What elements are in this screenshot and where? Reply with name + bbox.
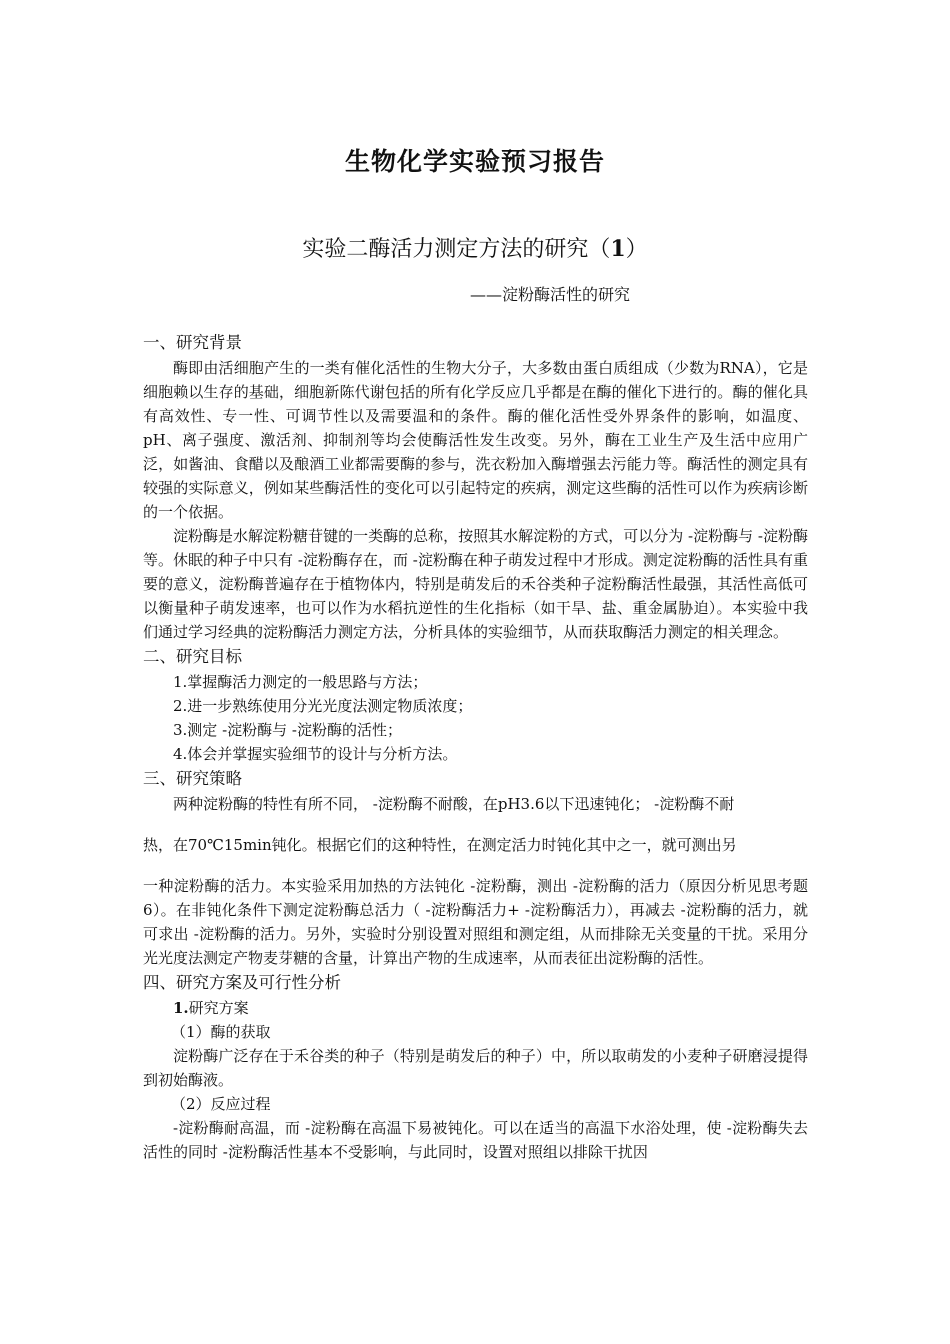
strategy-line-1: 两种淀粉酶的特性有所不同， -淀粉酶不耐酸，在pH3.6以下迅速钝化； -淀粉酶不耐 [173,795,735,813]
experiment-subtitle: ——淀粉酶活性的研究 [469,285,630,304]
background-paragraph-2: 淀粉酶是水解淀粉糖苷键的一类酶的总称，按照其水解淀粉的方式，可以分为 -淀粉酶与 -淀粉酶等。休眠的种子中只有 -淀粉酶存在，而 -淀粉酶在种子萌发过程中才形成。测定淀粉酶的活性具有重要的意义，淀粉酶普遍存在于植物体内，特别是萌发后的禾谷类种子淀粉酶活性最强，其活性高低可以衡量种子萌发速率，也可以作为水稻抗逆性的生化指标（如干旱、盐、重金属胁迫）。本实验中我们通过学习经典的淀粉酶活力测定方法，分析具体的实验细节，从而获取酶活力测定的相关理念。 [143,527,808,641]
plan-part-title-enzyme: （1）酶的获取 [171,1023,271,1041]
report-body [143,330,808,1164]
experiment-title-number: 1 [610,236,626,262]
goal-item: 2.进一步熟练使用分光光度法测定物质浓度； [173,697,473,715]
plan-subheading-number: 1. [173,999,189,1017]
section-heading-strategy: 三、研究策略 [143,769,242,788]
plan-part-text-enzyme: 淀粉酶广泛存在于禾谷类的种子（特别是萌发后的种子）中，所以取萌发的小麦种子研磨浸提得到初始酶液。 [143,1047,808,1089]
report-title: 生物化学实验预习报告 [344,147,605,176]
experiment-title-close: ） [625,237,648,262]
plan-subheading-text: 研究方案 [188,999,249,1017]
section-heading-plan: 四、研究方案及可行性分析 [143,973,341,992]
section-heading-background: 一、研究背景 [143,333,242,352]
goal-item: 1.掌握酶活力测定的一般思路与方法； [173,673,428,691]
plan-subheading [143,996,808,1020]
section-heading-goals: 二、研究目标 [143,647,242,666]
strategy-line-2: 热，在70℃15min钝化。根据它们的这种特性，在测定活力时钝化其中之一，就可测出另 [143,836,737,854]
strategy-paragraph-rest: 一种淀粉酶的活力。本实验采用加热的方法钝化 -淀粉酶，测出 -淀粉酶的活力（原因分析见思考题6）。在非钝化条件下测定淀粉酶总活力（ -淀粉酶活力+ -淀粉酶活力），再减去 -淀粉酶的活力，就可求出 -淀粉酶的活力。另外，实验时分别设置对照组和测定组，从而排除无关变量的干扰。采用分光光度法测定产物麦芽糖的含量，计算出产物的生成速率，从而表征出淀粉酶的活性。 [143,877,808,967]
plan-part-title-reaction: （2）反应过程 [171,1095,271,1113]
experiment-title [0,232,950,263]
plan-part-text-reaction: -淀粉酶耐高温，而 -淀粉酶在高温下易被钝化。可以在适当的高温下水浴处理，使 -淀粉酶失去活性的同时 -淀粉酶活性基本不受影响，与此同时，设置对照组以排除干扰因 [143,1119,808,1161]
goal-item: 3.测定 -淀粉酶与 -淀粉酶的活性； [173,721,402,739]
goal-item: 4.体会并掌握实验细节的设计与分析方法。 [173,745,458,763]
experiment-title-text: 实验二酶活力测定方法的研究（ [302,237,611,262]
background-paragraph-1: 酶即由活细胞产生的一类有催化活性的生物大分子，大多数由蛋白质组成（少数为RNA），它是细胞赖以生存的基础，细胞新陈代谢包括的所有化学反应几乎都是在酶的催化下进行的。酶的催化具有高效性、专一性、可调节性以及需要温和的条件。酶的催化活性受外界条件的影响，如温度、pH、离子强度、激活剂、抑制剂等均会使酶活性发生改变。另外，酶在工业生产及生活中应用广泛，如酱油、食醋以及酿酒工业都需要酶的参与，洗衣粉加入酶增强去污能力等。酶活性的测定具有较强的实际意义，例如某些酶活性的变化可以引起特定的疾病，测定这些酶的活性可以作为疾病诊断的一个依据。 [143,359,808,521]
